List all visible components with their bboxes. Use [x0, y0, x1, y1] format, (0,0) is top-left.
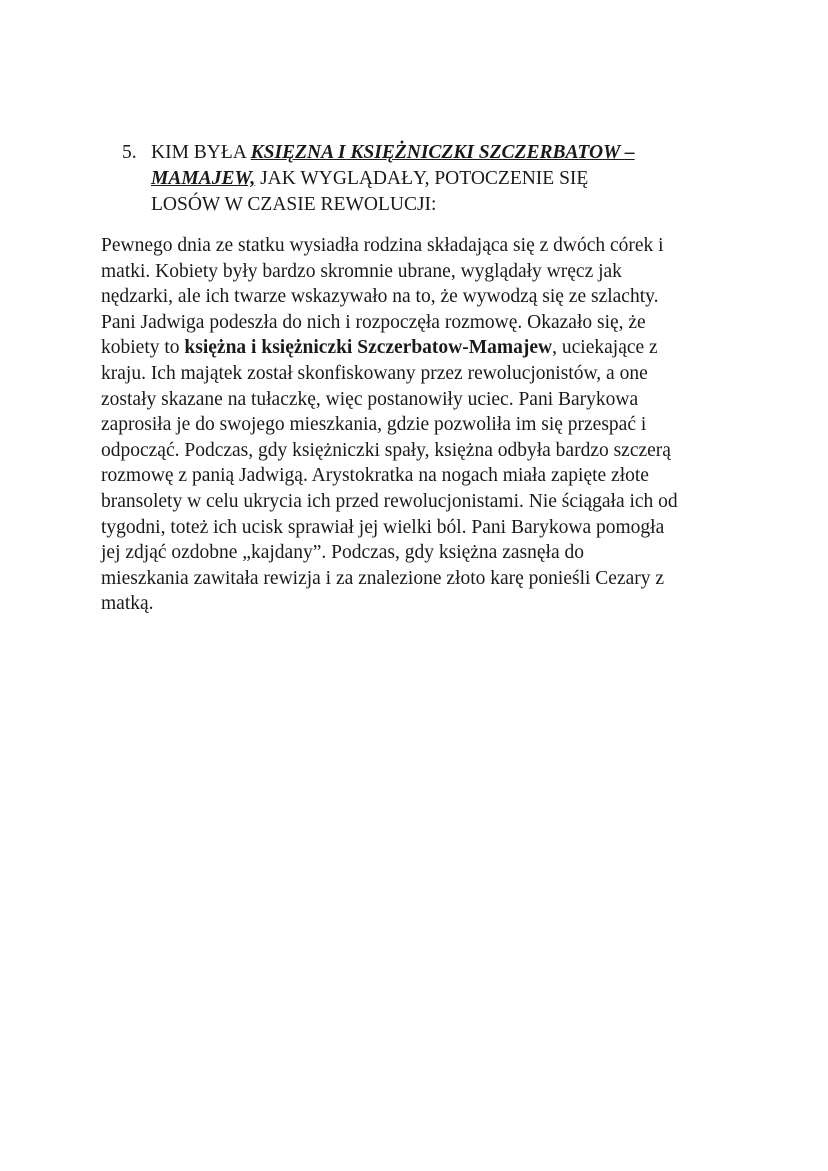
heading-line-2: [151, 166, 722, 192]
paragraph-line: bransolety w celu ukrycia ich przed rewolucjonistami. Nie ściągała ich od: [101, 490, 678, 512]
question-number: 5.: [122, 142, 137, 163]
heading-line-3: LOSÓW W CZASIE REWOLUCJI:: [151, 194, 437, 215]
paragraph-line: odpocząć. Podczas, gdy księżniczki spały, księżna odbyła bardzo szczerą: [101, 439, 671, 461]
bold-names: księżna i księżniczki Szczerbatow-Mamajew: [184, 337, 553, 359]
paragraph-line: [101, 335, 741, 361]
paragraph-line: Pani Jadwiga podeszła do nich i rozpoczęła rozmowę. Okazało się, że: [101, 311, 646, 333]
heading-rest: JAK WYGLĄDAŁY, POTOCZENIE SIĘ: [255, 168, 589, 189]
paragraph-line: rozmowę z panią Jadwigą. Arystokratka na nogach miała zapięte złote: [101, 465, 649, 487]
paragraph-line: nędzarki, ale ich twarze wskazywało na to, że wywodzą się ze szlachty.: [101, 286, 659, 308]
answer-paragraph: [101, 233, 741, 617]
heading-emphasis-2: MAMAJEW,: [151, 168, 256, 189]
question-heading: [122, 140, 722, 218]
paragraph-line: zostały skazane na tułaczkę, więc postanowiły uciec. Pani Barykowa: [101, 388, 639, 410]
heading-line-1: [151, 140, 722, 166]
paragraph-line: zaprosiła je do swojego mieszkania, gdzie pozwoliła im się przespać i: [101, 414, 647, 436]
paragraph-line: mieszkania zawitała rewizja i za znalezione złoto karę ponieśli Cezary z: [101, 567, 665, 589]
paragraph-line: matką.: [101, 593, 154, 615]
paragraph-line: Pewnego dnia ze statku wysiadła rodzina składająca się z dwóch córek i: [101, 235, 664, 256]
paragraph-line: tygodni, toteż ich ucisk sprawiał jej wielki ból. Pani Barykowa pomogła: [101, 516, 665, 538]
paragraph-line: kraju. Ich majątek został skonfiskowany przez rewolucjonistów, a one: [101, 362, 648, 384]
paragraph-line: jej zdjąć ozdobne „kajdany”. Podczas, gdy księżna zasnęła do: [101, 542, 584, 564]
paragraph-text: kobiety to: [101, 337, 185, 359]
heading-prefix: KIM BYŁA: [151, 142, 251, 163]
heading-emphasis-1: KSIĘZNA I KSIĘŻNICZKI SZCZERBATOW –: [250, 142, 635, 163]
paragraph-line: matki. Kobiety były bardzo skromnie ubrane, wyglądały wręcz jak: [101, 260, 622, 282]
paragraph-text: , uciekające z: [552, 337, 658, 359]
